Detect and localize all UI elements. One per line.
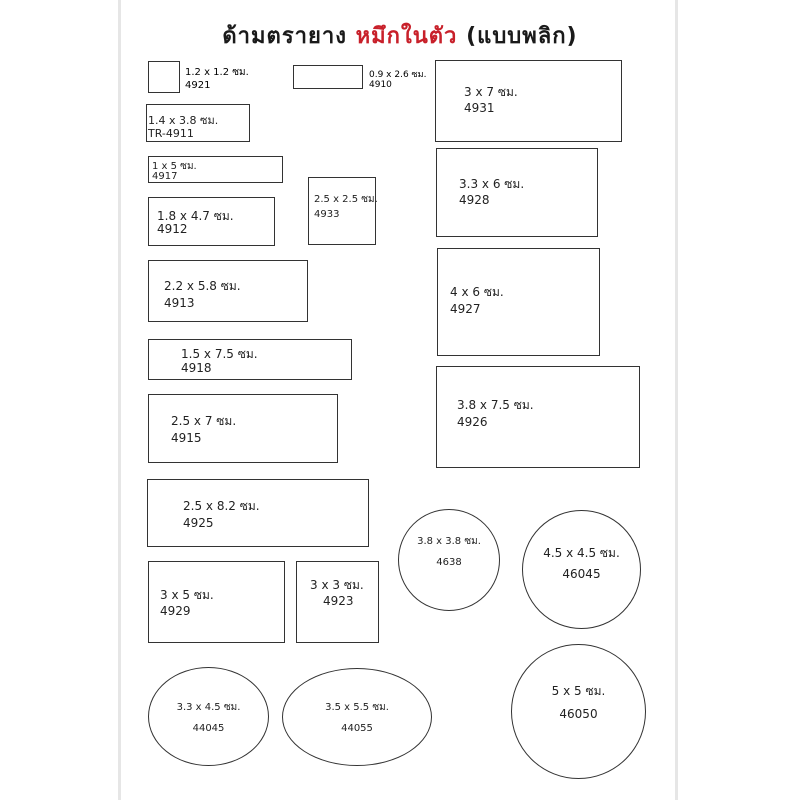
stamp-size-46050: 5 x 5 ซม. [551, 684, 606, 698]
stamp-circle-4638 [398, 509, 500, 611]
stamp-code-4929: 4929 [160, 604, 191, 618]
stamp-size-4928: 3.3 x 6 ซม. [459, 177, 525, 191]
stamp-box-4913 [148, 260, 308, 322]
stamp-box-4928 [436, 148, 598, 237]
stamp-circle-46045 [522, 510, 641, 629]
stamp-code-4915: 4915 [171, 431, 202, 445]
stamp-size-4915: 2.5 x 7 ซม. [171, 414, 237, 428]
stamp-box-4917 [148, 156, 283, 183]
stamp-box-4927 [437, 248, 600, 356]
stamp-code-46045: 46045 [562, 567, 601, 581]
stamp-box-4929 [148, 561, 285, 643]
stamp-box-4926 [436, 366, 640, 468]
stamp-size-46045: 4.5 x 4.5 ซม. [543, 546, 620, 560]
stamp-code-4927: 4927 [450, 302, 481, 316]
stamp-size-4638: 3.8 x 3.8 ซม. [417, 536, 481, 547]
stamp-code-4912: 4912 [157, 222, 188, 236]
stamp-box-4910 [293, 65, 363, 89]
stamp-size-4925: 2.5 x 8.2 ซม. [183, 499, 260, 513]
stamp-code-4933: 4933 [314, 209, 340, 220]
stamp-code-4926: 4926 [457, 415, 488, 429]
title-highlight: หมึกในตัว [355, 24, 458, 49]
stamp-box-4921 [148, 61, 180, 93]
page-title [0, 18, 800, 53]
stamp-code-4913: 4913 [164, 296, 195, 310]
stamp-size-4933: 2.5 x 2.5 ซม. [314, 194, 378, 205]
stamp-code-4923: 4923 [323, 594, 354, 608]
stamp-code-4911: TR-4911 [148, 127, 194, 140]
stamp-ellipse-44055 [282, 668, 432, 766]
stamp-circle-46050 [511, 644, 646, 779]
stamp-code-4910: 4910 [369, 80, 392, 90]
title-suffix: (แบบพลิก) [466, 24, 578, 49]
stamp-size-4912: 1.8 x 4.7 ซม. [157, 209, 234, 223]
stamp-box-4918 [148, 339, 352, 380]
stamp-size-4917: 1 x 5 ซม. [152, 161, 197, 172]
stamp-box-4933 [308, 177, 376, 245]
stamp-code-44045: 44045 [192, 722, 225, 734]
stamp-size-4918: 1.5 x 7.5 ซม. [181, 347, 258, 361]
stamp-ellipse-44045 [148, 667, 269, 766]
stamp-code-46050: 46050 [559, 707, 598, 721]
stamp-box-4911 [146, 104, 250, 142]
stamp-size-4927: 4 x 6 ซม. [450, 285, 504, 299]
stamp-size-4911: 1.4 x 3.8 ซม. [148, 114, 219, 127]
stamp-size-44055: 3.5 x 5.5 ซม. [325, 702, 389, 713]
stamp-box-4923 [296, 561, 379, 643]
stamp-size-4921: 1.2 x 1.2 ซม. [185, 67, 249, 78]
stamp-size-4913: 2.2 x 5.8 ซม. [164, 279, 241, 293]
stamp-code-4931: 4931 [464, 101, 495, 115]
stamp-size-4910: 0.9 x 2.6 ซม. [369, 70, 427, 80]
title-main: ด้ามตรายาง [222, 24, 347, 49]
stamp-box-4912 [148, 197, 275, 246]
stamp-code-4918: 4918 [181, 361, 212, 375]
stamp-code-4928: 4928 [459, 193, 490, 207]
stamp-box-4915 [148, 394, 338, 463]
stamp-size-44045: 3.3 x 4.5 ซม. [176, 701, 241, 713]
stamp-box-4931 [435, 60, 622, 142]
stamp-size-4923: 3 x 3 ซม. [310, 578, 364, 592]
stamp-size-4926: 3.8 x 7.5 ซม. [457, 398, 534, 412]
stamp-size-4931: 3 x 7 ซม. [464, 85, 518, 99]
stamp-code-4925: 4925 [183, 516, 214, 530]
stamp-size-4929: 3 x 5 ซม. [160, 588, 214, 602]
stamp-code-4917: 4917 [152, 171, 178, 182]
stamp-code-44055: 44055 [341, 723, 373, 734]
stamp-code-4921: 4921 [185, 80, 211, 91]
stamp-code-4638: 4638 [436, 557, 462, 568]
stamp-box-4925 [147, 479, 369, 547]
